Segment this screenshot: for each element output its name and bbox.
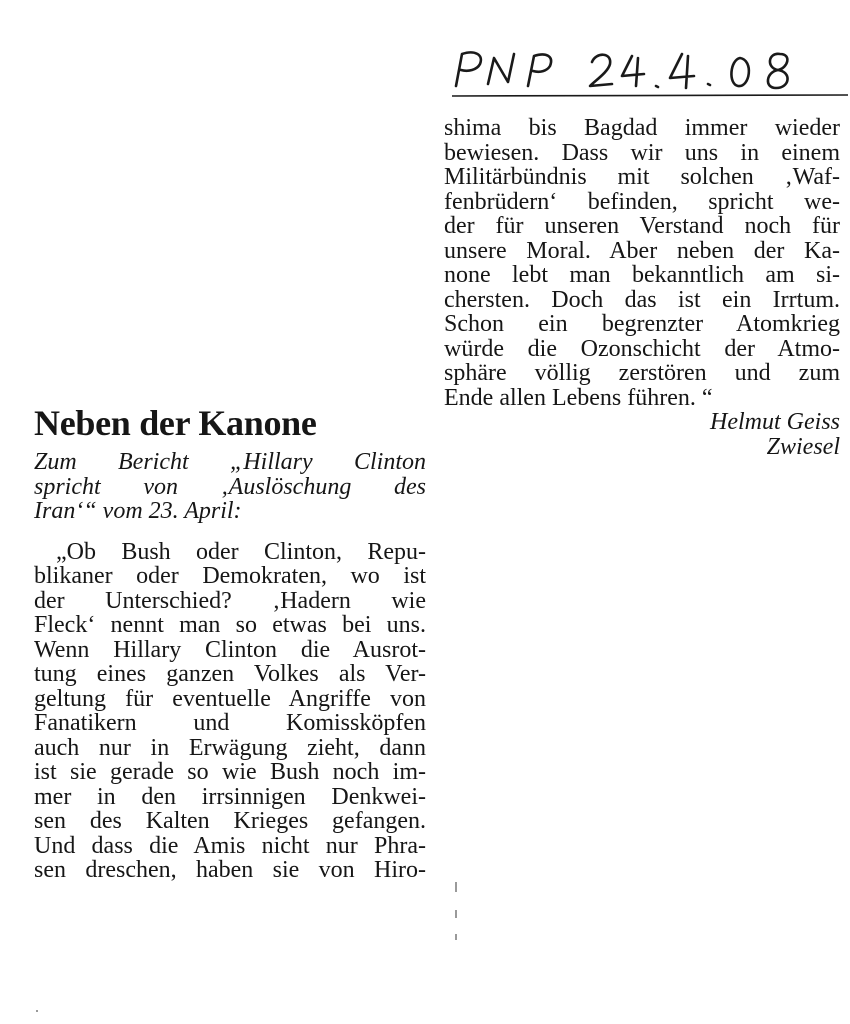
underline-rule xyxy=(452,95,848,96)
right-column xyxy=(444,116,840,460)
subhead-line: Zum Bericht „Hillary Clinton xyxy=(34,449,426,475)
text-line: geltung für eventuelle Angriffe von xyxy=(34,685,426,712)
text-line: fenbrüdern‘ befinden, spricht we- xyxy=(444,188,840,215)
text-line: auch nur in Erwägung zieht, dann xyxy=(34,734,426,761)
article-headline: Neben der Kanone xyxy=(34,403,317,443)
text-line: none lebt man bekanntlich am si- xyxy=(444,262,840,288)
handwritten-date-note xyxy=(450,40,850,100)
letter-body-left xyxy=(34,540,426,883)
text-line: der Unterschied? ‚Hadern wie xyxy=(34,587,426,614)
scan-speck xyxy=(455,882,457,892)
text-line: Fanatikern und Komissköpfen xyxy=(34,710,426,736)
text-line: shima bis Bagdad immer wieder xyxy=(444,115,840,141)
scan-speck xyxy=(455,910,457,918)
text-line: blikaner oder Demokraten, wo ist xyxy=(34,563,426,589)
article-subhead xyxy=(34,450,426,524)
author-town: Zwiesel xyxy=(766,434,840,460)
author-name: Helmut Geiss xyxy=(710,409,840,435)
text-line: sen des Kalten Krieges gefangen. xyxy=(34,808,426,834)
letter-body-right xyxy=(444,116,840,410)
text-line: mer in den irrsinnigen Denkwei- xyxy=(34,783,426,810)
subhead-line: spricht von ‚Auslöschung des xyxy=(34,473,426,500)
scan-speck xyxy=(36,1010,38,1012)
text-line: unsere Moral. Aber neben der Ka- xyxy=(444,237,840,264)
text-line: der für unseren Verstand noch für xyxy=(444,213,840,239)
text-line: ist sie gerade so wie Bush noch im- xyxy=(34,759,426,785)
letter-signature xyxy=(444,410,840,460)
text-line: chersten. Doch das ist ein Irrtum. xyxy=(444,286,840,313)
text-line: Militärbündnis mit solchen ‚Waf- xyxy=(444,164,840,190)
text-line: „Ob Bush oder Clinton, Repu- xyxy=(56,538,426,565)
handwriting-graphic xyxy=(450,40,850,100)
text-line: Ende allen Lebens führen. “ xyxy=(444,384,713,411)
text-line: tung eines ganzen Volkes als Ver- xyxy=(34,661,426,687)
text-line: Wenn Hillary Clinton die Ausrot- xyxy=(34,636,426,663)
text-line: würde die Ozonschicht der Atmo- xyxy=(444,335,840,362)
text-line: Und dass die Amis nicht nur Phra- xyxy=(34,832,426,859)
text-line: sen dreschen, haben sie von Hiro- xyxy=(34,857,426,883)
left-column xyxy=(34,400,426,883)
text-line: sphäre völlig zerstören und zum xyxy=(444,360,840,386)
text-line: Fleck‘ nennt man so etwas bei uns. xyxy=(34,612,426,638)
text-line: Schon ein begrenzter Atomkrieg xyxy=(444,311,840,337)
scan-speck xyxy=(455,934,457,940)
subhead-line: Iran‘“ vom 23. April: xyxy=(34,498,242,524)
text-line: bewiesen. Dass wir uns in einem xyxy=(444,139,840,166)
